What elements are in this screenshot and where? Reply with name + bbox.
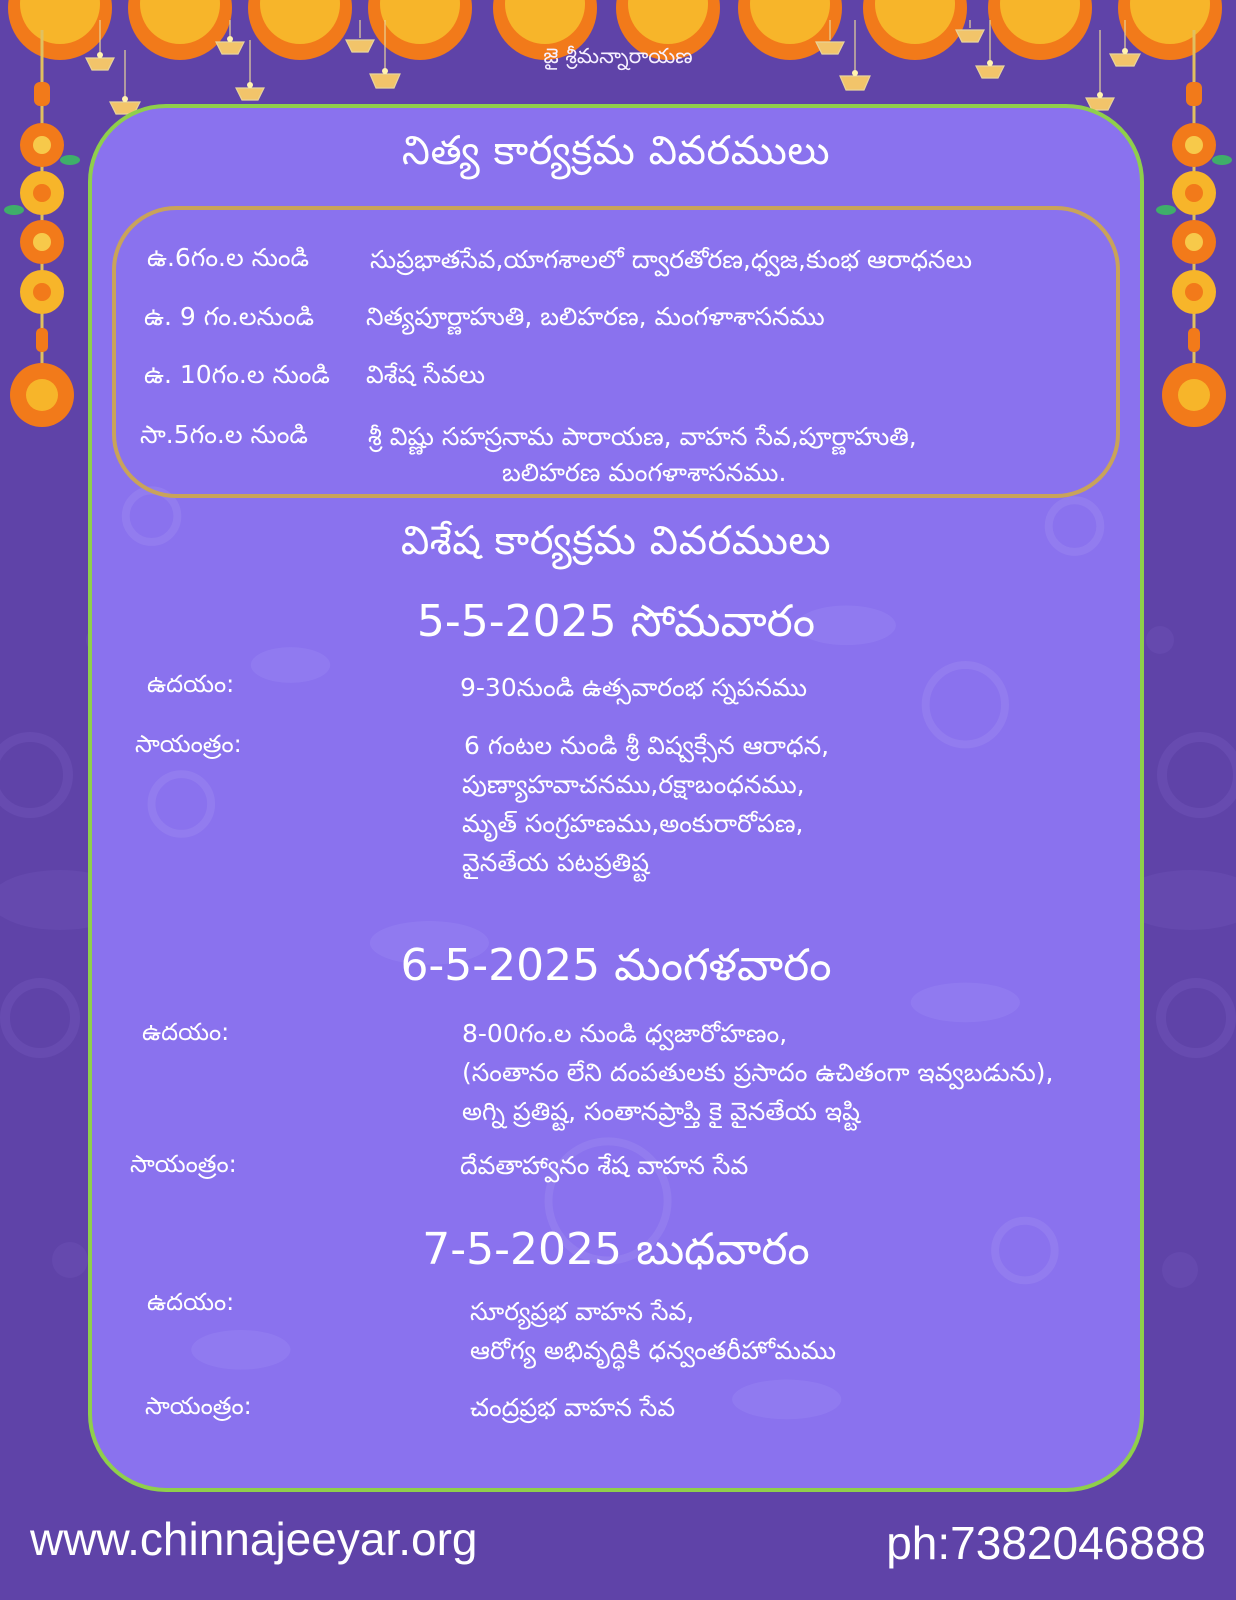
morning-item: (సంతానం లేని దంపతులకు ప్రసాదం ఉచితంగా ఇవ్వబడును), bbox=[462, 1058, 1054, 1087]
daily-activity-continued: బలిహరణ మంగళాశాసనము. bbox=[502, 458, 787, 487]
morning-item: 9-30నుండి ఉత్సవారంభ స్నపనము bbox=[460, 673, 808, 702]
morning-label: ఉదయం: bbox=[142, 1018, 230, 1046]
daily-activity: విశేష సేవలు bbox=[366, 360, 485, 389]
morning-item: సూర్యప్రభ వాహన సేవ, bbox=[470, 1297, 695, 1326]
daily-activity: శ్రీ విష్ణు సహస్రనామ పారాయణ, వాహన సేవ,పూర్ణాహుతి, bbox=[368, 422, 917, 451]
daily-time: ఉ. 10గం.ల నుండి bbox=[144, 360, 330, 389]
blessing-text: జై శ్రీమన్నారాయణ bbox=[543, 44, 693, 68]
daily-title: నిత్య కార్యక్రమ వివరములు bbox=[401, 128, 831, 174]
daily-time: సా.5గం.ల నుండి bbox=[140, 420, 308, 449]
evening-item: దేవతాహ్వానం శేష వాహన సేవ bbox=[460, 1151, 749, 1180]
morning-label: ఉదయం: bbox=[147, 670, 235, 698]
special-title: విశేష కార్యక్రమ వివరములు bbox=[400, 518, 832, 564]
phone-number[interactable]: ph:7382046888 bbox=[886, 1517, 1206, 1569]
morning-item: అగ్ని ప్రతిష్ట, సంతానప్రాప్తి కై వైనతేయ ఇష్టి bbox=[462, 1097, 860, 1126]
day-date: 5-5-2025 సోమవారం bbox=[416, 596, 816, 647]
schedule-panel bbox=[88, 104, 1144, 1492]
daily-time: ఉ.6గం.ల నుండి bbox=[147, 243, 310, 272]
marigold-garland-icon bbox=[2, 30, 82, 450]
day-date: 6-5-2025 మంగళవారం bbox=[400, 940, 832, 991]
morning-item: 8-00గం.ల నుండి ధ్వజారోహణం, bbox=[462, 1019, 788, 1048]
morning-item: ఆరోగ్య అభివృద్ధికి ధన్వంతరీహోమము bbox=[470, 1336, 837, 1365]
marigold-garland-icon bbox=[1154, 30, 1234, 450]
evening-item: చంద్రప్రభ వాహన సేవ bbox=[470, 1393, 676, 1422]
website-link[interactable]: www.chinnajeeyar.org bbox=[30, 1513, 478, 1565]
evening-item: 6 గంటల నుండి శ్రీ విష్వక్సేన ఆరాధన, bbox=[464, 731, 830, 760]
morning-label: ఉదయం: bbox=[147, 1288, 235, 1316]
daily-activity: నిత్యపూర్ణాహుతి, బలిహరణ, మంగళాశాసనము bbox=[366, 302, 825, 331]
daily-activity: సుప్రభాతసేవ,యాగశాలలో ద్వారతోరణ,ధ్వజ,కుంభ ఆరాధనలు bbox=[370, 245, 972, 274]
evening-item: పుణ్యాహవాచనము,రక్షాబంధనము, bbox=[462, 770, 805, 799]
evening-label: సాయంత్రం: bbox=[135, 730, 242, 758]
day-date: 7-5-2025 బుధవారం bbox=[422, 1224, 810, 1275]
evening-item: మృత్ సంగ్రహణము,అంకురారోపణ, bbox=[462, 809, 804, 838]
evening-label: సాయంత్రం: bbox=[130, 1150, 237, 1178]
evening-item: వైనతేయ పటప్రతిష్ట bbox=[462, 848, 650, 877]
evening-label: సాయంత్రం: bbox=[145, 1392, 252, 1420]
daily-time: ఉ. 9 గం.లనుండి bbox=[144, 302, 314, 331]
